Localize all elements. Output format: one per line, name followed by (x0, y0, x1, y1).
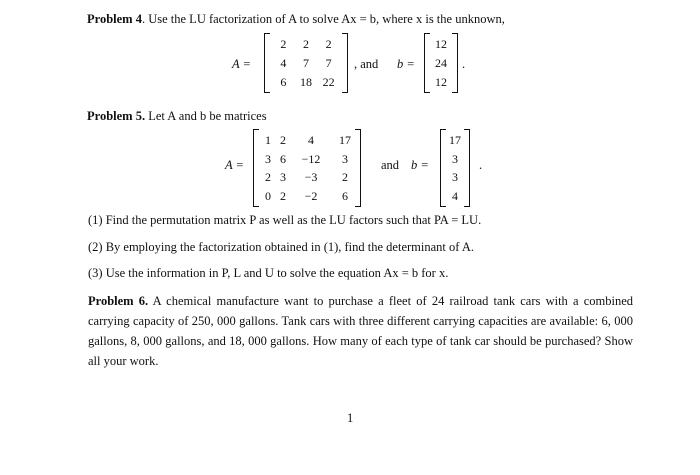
p5-question-3: (3) Use the information in P, L and U to solve the equation Ax = b for x. (88, 266, 449, 280)
p5-vector-b-entry: 3 (452, 151, 458, 166)
p5-matrix-A-entry: 3 (280, 170, 286, 185)
page-number: 1 (347, 411, 354, 425)
p5-vector-b-entry: 3 (452, 170, 458, 185)
p5-matrix-A-entry: 2 (280, 133, 286, 148)
problem-4-label: Problem 4 (87, 12, 142, 26)
p5-matrix-A-entry: 3 (342, 151, 348, 166)
problem-6-label: Problem 6. (88, 294, 149, 308)
p4-matrix-A-entry: 7 (302, 55, 309, 70)
p4-vector-b-entry: 24 (435, 55, 447, 70)
p5-matrix-A-entry: −2 (304, 188, 318, 203)
p5-matrix-A-entry: 6 (342, 188, 348, 203)
p5-matrix-A-entry: 0 (265, 188, 271, 203)
p4-matrix-A-entry: 2 (280, 37, 287, 52)
p4-matrix-A-entry: 7 (325, 55, 332, 70)
p4-vector-b-entry: 12 (435, 74, 447, 89)
p5-period: . (479, 158, 483, 172)
problem-4-statement (87, 12, 505, 27)
p4-matrix-A-entry: 2 (325, 37, 332, 52)
p5-matrix-A-entry: 2 (265, 170, 271, 185)
p5-b-label: b = (411, 158, 429, 172)
p5-and-label: and (381, 158, 400, 172)
problem-6-paragraph (88, 291, 633, 371)
p5-A-label: A = (225, 158, 244, 172)
p5-vector-b-entry: 4 (452, 188, 458, 203)
problem-5-text: Let A and b be matrices (148, 109, 267, 123)
problem-6-text: A chemical manufacture want to purchase a fleet of 24 railroad tank cars with a combined carrying capacity of 250, 000 gallons. Tank cars with three different carrying capacities are available: 6, 000 gallons, 8, 000 gallons, and 18, 000 gallons. How many of each type of tank car should be purchased? Show all your work. (88, 294, 633, 368)
p4-matrix-A (264, 33, 348, 93)
p5-matrix-A-entry: −3 (304, 170, 318, 185)
problem-5-statement (87, 109, 267, 124)
p4-b-label: b = (397, 57, 415, 71)
p4-and-label: , and (354, 57, 379, 71)
p5-vector-b (440, 129, 470, 207)
p4-vector-b-entry: 12 (435, 37, 447, 52)
p4-vector-b (424, 33, 458, 93)
p5-matrix-A-entry: 3 (265, 151, 271, 166)
p5-matrix-A-entry: 17 (339, 133, 351, 148)
p5-matrix-A-entry: 2 (280, 188, 286, 203)
p5-question-2: (2) By employing the factorization obtained in (1), find the determinant of A. (88, 240, 475, 254)
p5-matrix-A-entry: 6 (280, 151, 286, 166)
p4-period: . (462, 57, 466, 71)
p4-matrix-A-entry: 4 (280, 55, 287, 70)
p4-matrix-A-entry: 18 (299, 74, 312, 89)
p5-matrix-A-entry: 1 (265, 133, 271, 148)
p4-matrix-A-entry: 2 (302, 37, 309, 52)
p5-question-1: (1) Find the permutation matrix P as well as the LU factors such that PA = LU. (88, 213, 482, 227)
p5-matrix-A (253, 129, 361, 207)
problem-5-label: Problem 5. (87, 109, 146, 123)
p5-vector-b-entry: 17 (449, 133, 461, 148)
p5-matrix-A-entry: −12 (301, 151, 321, 166)
problem-4-text: . Use the LU factorization of A to solve Ax = b, where x is the unknown, (141, 12, 505, 26)
p5-matrix-A-entry: 4 (308, 133, 314, 148)
p4-A-label: A = (232, 57, 251, 71)
p4-matrix-A-entry: 22 (322, 74, 335, 89)
p4-matrix-A-entry: 6 (280, 74, 287, 89)
p5-matrix-A-entry: 2 (342, 170, 348, 185)
